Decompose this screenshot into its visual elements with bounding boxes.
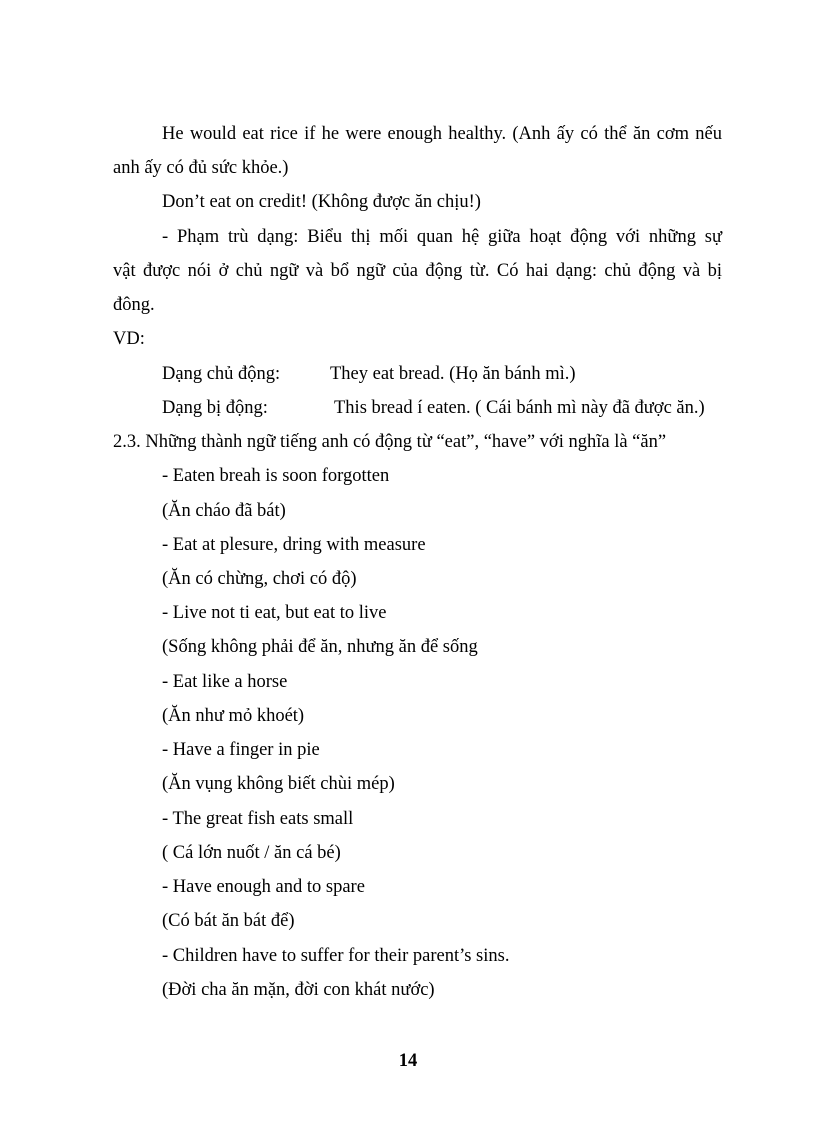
paragraph-line: He would eat rice if he were enough healthy. (Anh ấy có thể ăn cơm nếu	[162, 124, 722, 144]
section-heading: 2.3. Những thành ngữ tiếng anh có động từ “eat”, “have” với nghĩa là “ăn”	[113, 432, 667, 452]
idiom-english: - Eat at plesure, dring with measure	[162, 535, 426, 555]
category-line: vật được nói ở chủ ngữ và bổ ngữ của động từ. Có hai dạng: chủ động và bị	[113, 261, 722, 281]
idiom-vietnamese: (Sống không phải để ăn, nhưng ăn để sống	[162, 637, 478, 657]
idiom-vietnamese: (Ăn như mỏ khoét)	[162, 706, 305, 726]
category-line: đông.	[113, 295, 155, 315]
example-row	[162, 397, 722, 419]
idiom-vietnamese: (Có bát ăn bát để)	[162, 911, 295, 931]
idiom-vietnamese: (Ăn cháo đã bát)	[162, 501, 286, 521]
idiom-vietnamese: (Ăn vụng không biết chùi mép)	[162, 774, 395, 794]
idiom-vietnamese: (Ăn có chừng, chơi có độ)	[162, 569, 357, 589]
example-label-text: Dạng bị động:	[162, 398, 268, 418]
example-row	[162, 363, 722, 385]
idiom-vietnamese: (Đời cha ăn mặn, đời con khát nước)	[162, 980, 435, 1000]
category-line: - Phạm trù dạng: Biểu thị mối quan hệ giữa hoạt động với những sự	[162, 227, 722, 247]
idiom-english: - Live not ti eat, but eat to live	[162, 603, 387, 623]
idiom-english: - The great fish eats small	[162, 809, 354, 829]
idiom-english: - Eaten breah is soon forgotten	[162, 466, 390, 486]
idiom-english: - Have a finger in pie	[162, 740, 320, 760]
example-text: This bread í eaten. ( Cái bánh mì này đã được ăn.)	[334, 398, 705, 418]
idiom-english: - Eat like a horse	[162, 672, 288, 692]
page-number: 14	[398, 1051, 418, 1071]
sentence-line: Don’t eat on credit! (Không được ăn chịu!)	[162, 192, 481, 212]
paragraph-line: anh ấy có đủ sức khỏe.)	[113, 158, 289, 178]
idiom-english: - Children have to suffer for their parent’s sins.	[162, 946, 510, 966]
example-label: VD:	[113, 329, 145, 349]
example-text: They eat bread. (Họ ăn bánh mì.)	[330, 364, 576, 384]
example-label-text: Dạng chủ động:	[162, 364, 281, 384]
idiom-english: - Have enough and to spare	[162, 877, 365, 897]
idiom-vietnamese: ( Cá lớn nuốt / ăn cá bé)	[162, 843, 341, 863]
